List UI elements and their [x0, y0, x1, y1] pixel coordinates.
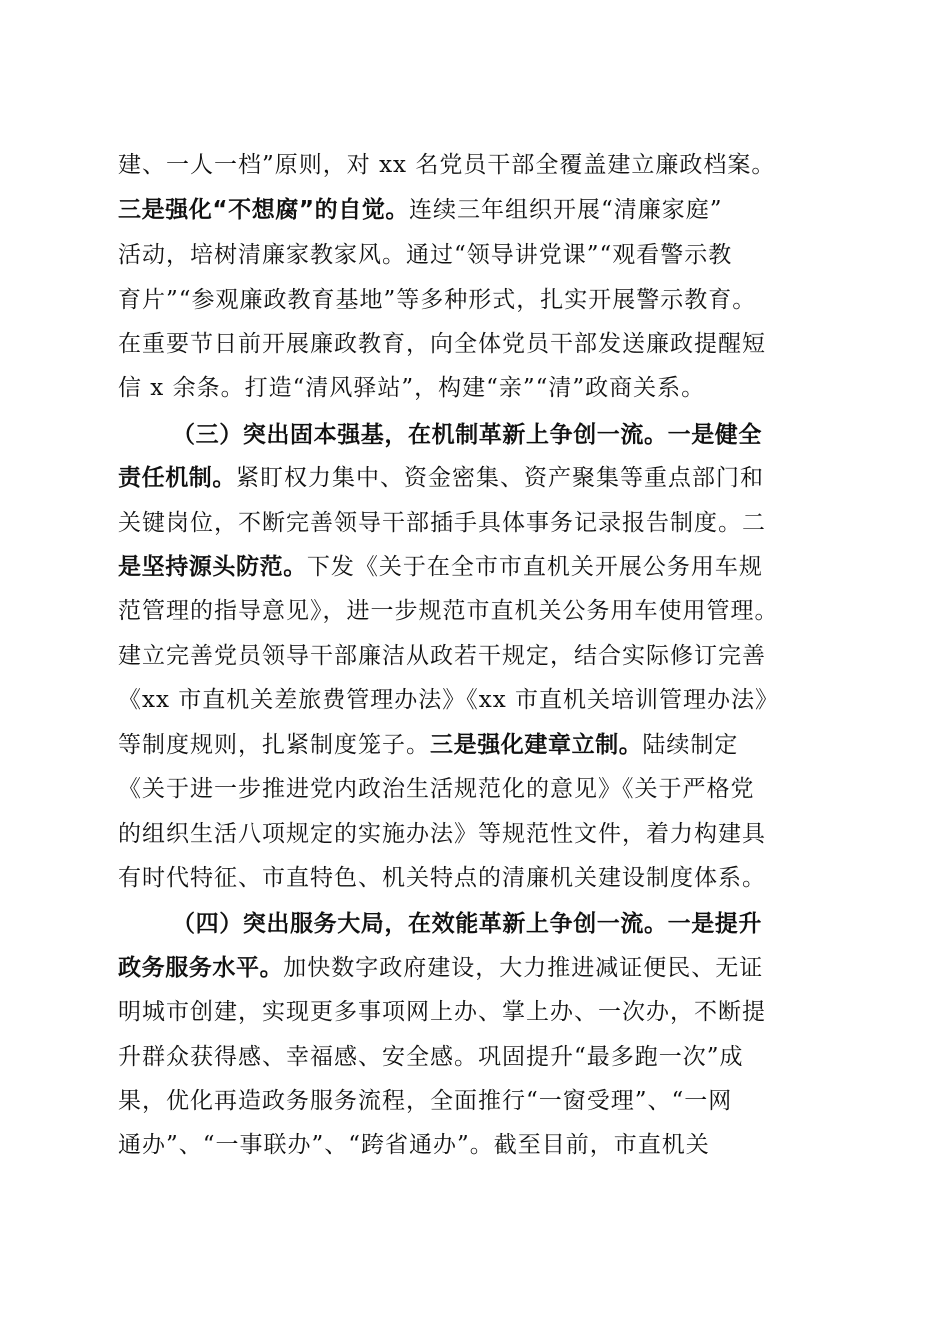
text: 建立完善党员领导干部廉洁从政若干规定，结合实际修订完善: [118, 643, 766, 669]
text: 信 x 余条。打造“清风驿站”，构建“亲”“清”政商关系。: [118, 375, 706, 401]
bold-heading: 责任机制。: [118, 465, 236, 491]
text: 紧盯权力集中、资金密集、资产聚集等重点部门和: [236, 465, 764, 491]
paragraph-2-line-8: [118, 728, 830, 762]
paragraph-3-line-6: [118, 1128, 830, 1162]
bold-heading: 政务服务水平。: [118, 955, 284, 981]
text: 建、一人一档”原则，对 xx 名党员干部全覆盖建立廉政档案。: [118, 152, 776, 178]
paragraph-3-line-3: [118, 995, 830, 1029]
bold-heading: 是坚持源头防范。: [118, 554, 307, 580]
text: 加快数字政府建设，大力推进减证便民、无证: [283, 955, 764, 981]
bold-heading: 三是强化建章立制。: [430, 732, 643, 758]
text: 明城市创建，实现更多事项网上办、掌上办、一次办，不断提: [118, 999, 766, 1025]
paragraph-2-line-6: [118, 639, 830, 673]
paragraph-1-line-4: [118, 283, 830, 317]
text: 等制度规则，扎紧制度笼子。: [118, 732, 430, 758]
text: 活动，培树清廉家教家风。通过“领导讲党课”“观看警示教: [118, 242, 733, 268]
paragraph-2-line-9: [118, 772, 830, 806]
text: 关键岗位，不断完善领导干部插手具体事务记录报告制度。二: [118, 510, 766, 536]
text: 育片”“参观廉政教育基地”等多种形式，扎实开展警示教育。: [118, 287, 757, 313]
text: 范管理的指导意见》，进一步规范市直机关公务用车使用管理。: [118, 598, 779, 624]
bold-heading: 三是强化“不想腐”的自觉。: [118, 197, 410, 223]
paragraph-2-line-3: [118, 506, 830, 540]
paragraph-1-line-1: [118, 148, 830, 182]
paragraph-2-line-2: [118, 461, 830, 495]
text-tail: 陆续制定: [642, 732, 739, 758]
text: 《xx 市直机关差旅费管理办法》《xx 市直机关培训管理办法》: [118, 687, 780, 713]
paragraph-2-line-5: [118, 594, 830, 628]
paragraph-3-line-2: [118, 951, 830, 985]
text: 连续三年组织开展“清廉家庭”: [409, 197, 723, 223]
text: 通办”、“一事联办”、“跨省通办”。截至目前，市直机关: [118, 1132, 710, 1158]
text: 的组织生活八项规定的实施办法》等规范性文件，着力构建具: [118, 821, 766, 847]
paragraph-2-line-11: [118, 861, 830, 895]
text: 《关于进一步推进党内政治生活规范化的意见》《关于严格党: [118, 776, 755, 802]
paragraph-2-line-1: [172, 418, 830, 452]
paragraph-1-line-2: [118, 193, 830, 227]
text: 在重要节日前开展廉政教育，向全体党员干部发送廉政提醒短: [118, 331, 766, 357]
paragraph-1-line-3: [118, 238, 830, 272]
paragraph-3-line-1: [172, 907, 830, 941]
paragraph-2-line-4: [118, 550, 830, 584]
text: 有时代特征、市直特色、机关特点的清廉机关建设制度体系。: [118, 865, 766, 891]
section-heading: （四）突出服务大局，在效能革新上争创一流。一是提升: [172, 911, 762, 937]
text: 下发《关于在全市市直机关开展公务用车规: [306, 554, 763, 580]
paragraph-1-line-6: [118, 371, 830, 405]
paragraph-3-line-4: [118, 1040, 830, 1074]
section-heading: （三）突出固本强基，在机制革新上争创一流。一是健全: [172, 422, 762, 448]
paragraph-3-line-5: [118, 1084, 830, 1118]
text: 升群众获得感、幸福感、安全感。巩固提升“最多跑一次”成: [118, 1044, 744, 1070]
paragraph-1-line-5: [118, 327, 830, 361]
paragraph-2-line-10: [118, 817, 830, 851]
paragraph-2-line-7: [118, 683, 830, 717]
text: 果，优化再造政务服务流程，全面推行“一窗受理”、“一网: [118, 1088, 733, 1114]
